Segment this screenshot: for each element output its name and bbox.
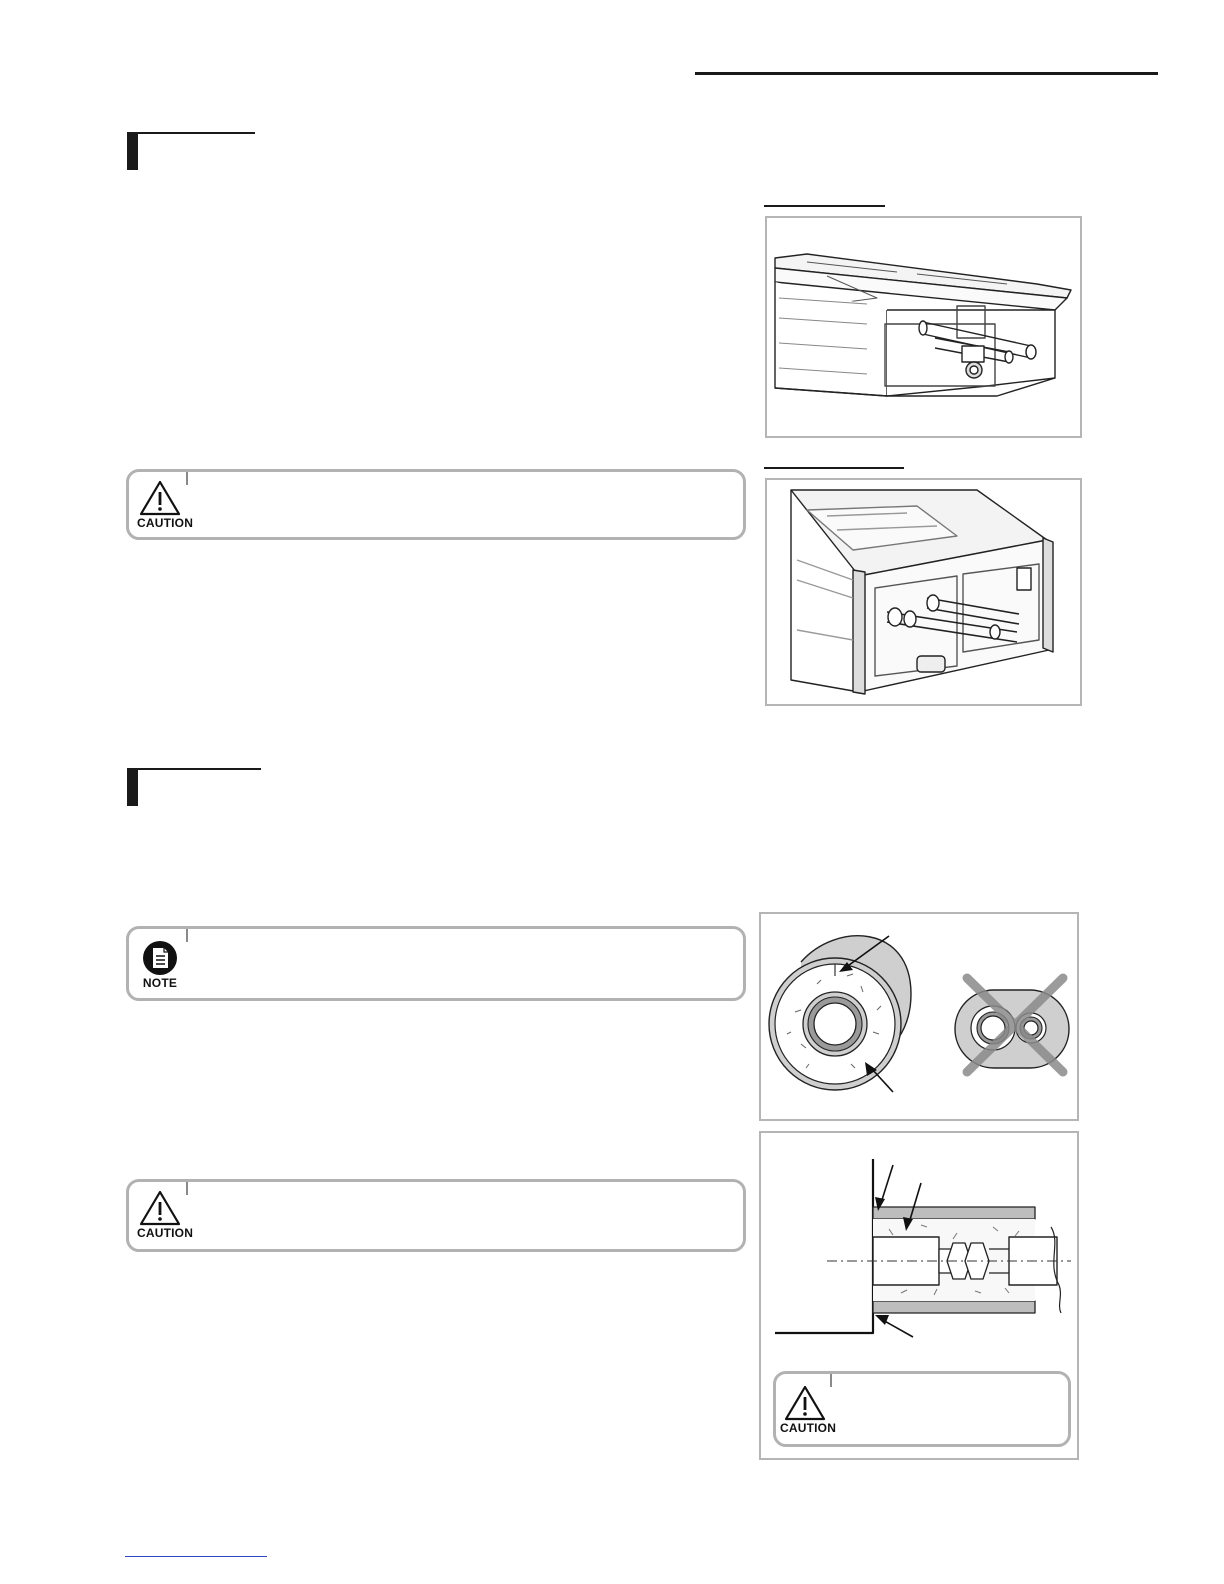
indoor-unit-corner-illustration [767, 480, 1080, 704]
caution-callout-3 [773, 1371, 1071, 1447]
note-block [137, 940, 183, 990]
figure-1-caption-rule [764, 205, 885, 207]
caution-callout-2 [126, 1179, 746, 1252]
callout-tick [830, 1374, 832, 1387]
insulation-cross-section-illustration [761, 914, 1077, 1119]
indoor-unit-illustration [767, 218, 1080, 436]
footer-link-underline[interactable] [125, 1556, 267, 1557]
callout-tick [186, 1182, 188, 1195]
caution-block [137, 1188, 194, 1240]
caution-icon [137, 1188, 183, 1226]
caution-block [137, 478, 194, 530]
note-label: NOTE [142, 976, 178, 990]
section-2-rule [138, 768, 261, 770]
figure-indoor-unit-pipes [765, 216, 1082, 438]
section-1-marker [127, 132, 138, 170]
header-rule [695, 72, 1158, 75]
note-callout [126, 926, 746, 1001]
caution-icon [780, 1383, 830, 1421]
caution-label: CAUTION [780, 1421, 837, 1435]
pipe-wall-penetration-illustration [761, 1133, 1077, 1363]
caution-callout-1 [126, 469, 746, 540]
caution-block [780, 1383, 837, 1435]
caution-icon [137, 478, 183, 516]
figure-2-caption-rule [764, 467, 904, 469]
caution-label: CAUTION [137, 516, 194, 530]
callout-tick [186, 472, 188, 485]
callout-tick [186, 929, 188, 942]
figure-indoor-unit-connections [765, 478, 1082, 706]
section-1-rule [138, 132, 255, 134]
section-2-marker [127, 768, 138, 806]
figure-pipe-wall-penetration [759, 1131, 1079, 1460]
caution-label: CAUTION [137, 1226, 194, 1240]
figure-insulation-cross-section [759, 912, 1079, 1121]
note-icon [137, 940, 183, 976]
